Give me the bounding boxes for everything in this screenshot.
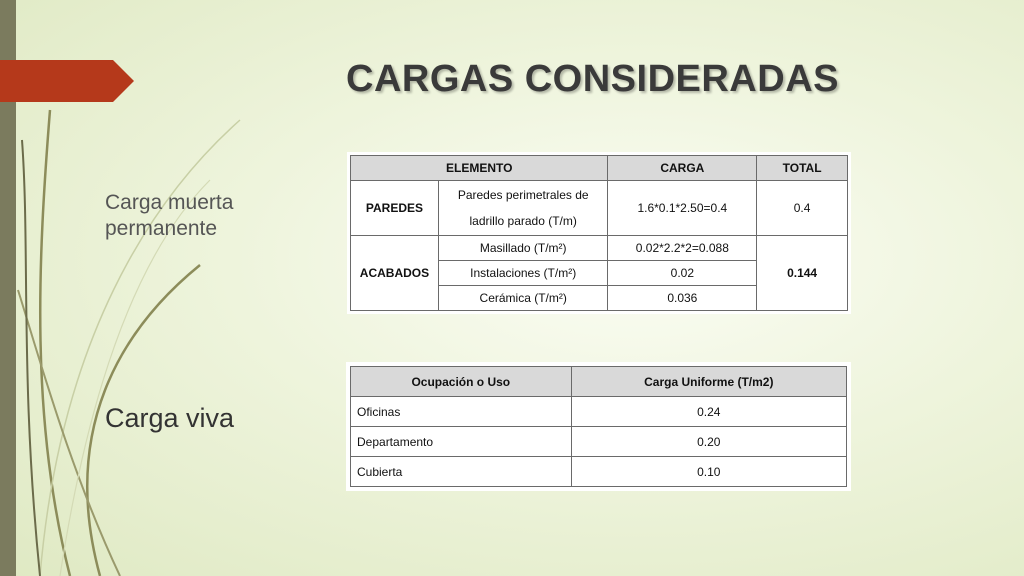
row-carga: 0.24 (571, 397, 846, 427)
header-elemento: ELEMENTO (351, 156, 608, 181)
header-carga: CARGA (608, 156, 757, 181)
row-description: Paredes perimetrales de ladrillo parado (T/m) (438, 181, 608, 236)
row-carga: 0.10 (571, 457, 846, 487)
table-row (351, 427, 847, 457)
table-row (351, 181, 848, 236)
live-load-label: Carga viva (105, 403, 235, 433)
row-uso: Cubierta (351, 457, 572, 487)
dead-load-label: Carga muerta permanente (105, 191, 234, 240)
row-description: Instalaciones (T/m²) (438, 261, 608, 286)
header-carga-uniforme: Carga Uniforme (T/m2) (571, 367, 846, 397)
row-label-acabados: ACABADOS (351, 236, 439, 311)
table-row (351, 236, 848, 261)
row-carga: 0.036 (608, 286, 757, 311)
row-description: Cerámica (T/m²) (438, 286, 608, 311)
row-label-paredes: PAREDES (351, 181, 439, 236)
accent-arrow-banner (0, 60, 134, 102)
row-carga: 0.02 (608, 261, 757, 286)
row-carga: 0.02*2.2*2=0.088 (608, 236, 757, 261)
row-description: Masillado (T/m²) (438, 236, 608, 261)
header-total: TOTAL (757, 156, 848, 181)
table-row (351, 397, 847, 427)
row-total-acabados: 0.144 (757, 236, 848, 311)
row-carga: 1.6*0.1*2.50=0.4 (608, 181, 757, 236)
row-total: 0.4 (757, 181, 848, 236)
table-header-row (351, 367, 847, 397)
dead-load-table (350, 155, 848, 311)
table-header-row (351, 156, 848, 181)
live-load-table (350, 366, 847, 487)
row-uso: Departamento (351, 427, 572, 457)
table-row (351, 457, 847, 487)
row-uso: Oficinas (351, 397, 572, 427)
header-ocupacion: Ocupación o Uso (351, 367, 572, 397)
row-carga: 0.20 (571, 427, 846, 457)
slide-title: CARGAS CONSIDERADAS (346, 58, 839, 100)
